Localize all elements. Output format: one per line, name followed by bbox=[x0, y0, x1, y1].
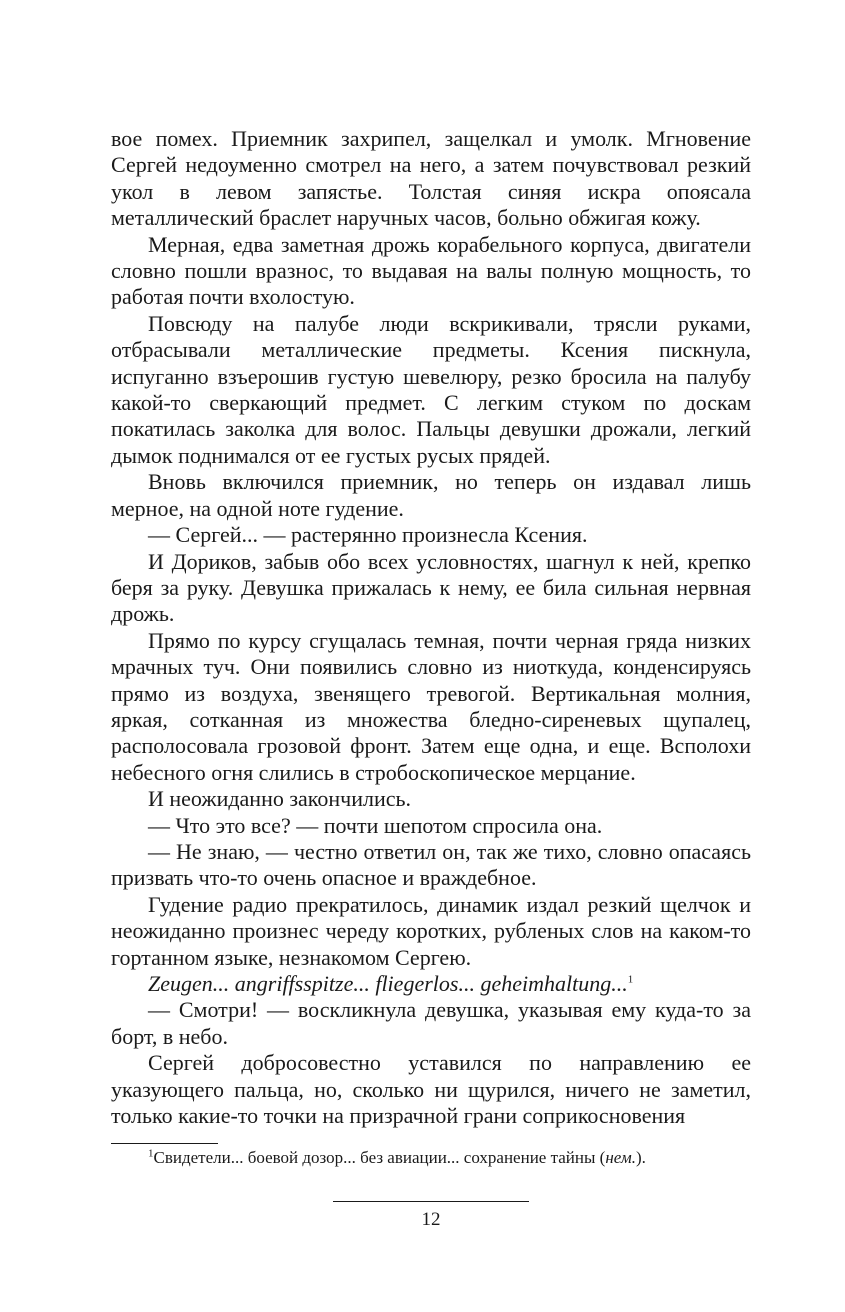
paragraph: вое помех. Приемник захрипел, защелкал и умолк. Мгновение Сергей недоуменно смотрел на него, а затем почувствовал резкий укол в левом запястье. Толстая синяя искра опоясала металлический браслет наручных часов, больно обжигая кожу. bbox=[111, 126, 751, 231]
paragraph: Мерная, едва заметная дрожь корабельного корпуса, двигатели словно пошли вразнос, то выдавая на валы полную мощность, то работая почти вхолостую. bbox=[111, 231, 751, 310]
footnote bbox=[111, 1147, 751, 1169]
paragraph: И неожиданно закончились. bbox=[148, 786, 412, 812]
page-number: 12 bbox=[421, 1209, 441, 1230]
dialogue-line: — Что это все? — почти шепотом спросила она. bbox=[148, 812, 603, 838]
page-number-divider bbox=[333, 1201, 529, 1202]
footnote-close: ). bbox=[635, 1148, 646, 1167]
dialogue-line: — Сергей... — растерянно произнесла Ксения. bbox=[148, 522, 588, 548]
dialogue-line: — Смотри! — воскликнула девушка, указывая ему куда-то за борт, в небо. bbox=[111, 997, 751, 1049]
footnote-mark: 1 bbox=[148, 1147, 154, 1160]
paragraph: Вновь включился приемник, но теперь он издавал лишь мерное, на одной ноте гудение. bbox=[111, 469, 751, 521]
footnote-language: нем. bbox=[605, 1148, 636, 1167]
paragraph: Сергей добросовестно уставился по направлению ее указующего пальца, но, сколько ни щурился, ничего не заметил, только какие-то точки на призрачной грани соприкосновения bbox=[111, 1050, 751, 1129]
paragraph: Прямо по курсу сгущалась темная, почти черная гряда низких мрачных туч. Они появились словно из ниоткуда, конденсируясь прямо из воздуха, звенящего тревогой. Вертикальная молния, яркая, сотканная из множества бледно-сиреневых щупалец, располосовала грозовой фронт. Затем еще одна, и еще. Всполохи небесного огня слились в стробоскопическое мерцание. bbox=[111, 627, 751, 785]
foreign-phrase: Zeugen... angriffsspitze... fliegerlos... geheimhaltung... bbox=[148, 971, 628, 996]
footnote-reference[interactable]: 1 bbox=[627, 973, 634, 986]
paragraph: И Дориков, забыв обо всех условностях, шагнул к ней, крепко беря за руку. Девушка прижалась к нему, ее била сильная нервная дрожь. bbox=[111, 548, 751, 627]
footnote-text: Свидетели... боевой дозор... без авиации... сохранение тайны ( bbox=[153, 1148, 606, 1167]
main-text bbox=[111, 126, 751, 1129]
paragraph: Повсюду на палубе люди вскрикивали, трясли руками, отбрасывали металлические предметы. Ксения пискнула, испуганно взъерошив густую шевелюру, резко бросила на палубу какой-то сверкающий предмет. С легким стуком по доскам покатилась заколка для волос. Пальцы девушки дрожали, легкий дымок поднимался от ее густых русых прядей. bbox=[111, 310, 751, 468]
dialogue-line: — Не знаю, — честно ответил он, так же тихо, словно опасаясь призвать что-то очень опасное и враждебное. bbox=[111, 838, 751, 891]
foreign-phrase-line bbox=[111, 971, 751, 997]
paragraph: Гудение радио прекратилось, динамик издал резкий щелчок и неожиданно произнес череду коротких, рубленых слов на каком-то гортанном языке, незнакомом Сергею. bbox=[111, 891, 751, 970]
footnote-divider bbox=[111, 1143, 218, 1144]
